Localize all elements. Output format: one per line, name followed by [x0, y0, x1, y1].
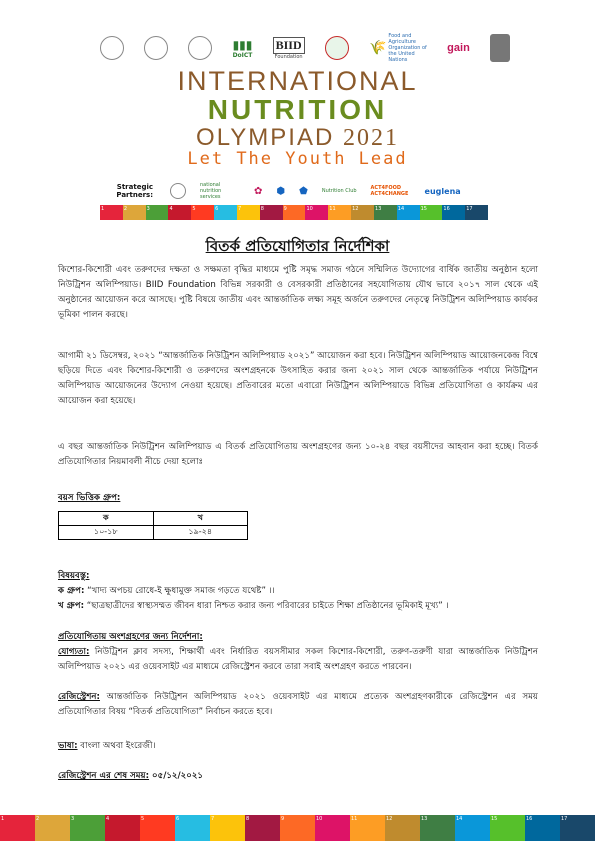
partners-label: Strategic Partners:: [116, 183, 153, 199]
partner-logo-icon: ✿: [254, 185, 263, 197]
title-international: INTERNATIONAL: [177, 66, 418, 96]
sdg-tile: 11: [350, 815, 385, 841]
partner-nutrition-club: Nutrition Club: [321, 188, 357, 194]
sdg-tile: 9: [283, 205, 306, 220]
age-group-table: [58, 511, 248, 540]
group-a-header: ক: [59, 512, 154, 526]
sdg-tile: 5: [191, 205, 214, 220]
group-b-age: ১৯-২৪: [153, 526, 248, 540]
gain-logo: gain: [447, 42, 470, 54]
age-group-heading: বয়স ভিত্তিক গ্রুপ:: [58, 493, 121, 503]
partner-logo-3-icon: ⬟: [299, 185, 308, 197]
group-b-header: খ: [153, 512, 248, 526]
paragraph-intro: কিশোর-কিশোরী এবং তরুণদের দক্ষতা ও সক্ষমতা বৃদ্ধির মাধ্যমে পুষ্টি সমৃদ্ধ সমাজ গঠনে সম্মিলিত উদ্যোগের বার্ষিক জাতীয় অনুষ্ঠান হলো নিউট্রিশন অলিম্পিয়াড। BIID Foundation বিভিন্ন সরকারী ও বেসরকারী প্রতিষ্ঠানের সহযোগিতায় যৌথ ভাবে ২০১৭ সাল থেকে এই অনুষ্ঠানের আয়োজন করে আসছে। পুষ্টি বিষয়ে জাতীয় এবং আন্তর্জাতিক লক্ষ্য সমূহ অর্জনে তরুণদের নেতৃত্বে নিউট্রিশন অলিম্পিয়াড কার্যকর ভূমিকা পালন করছে।: [58, 265, 538, 320]
eligibility-text: যোগ্যতা: নিউট্রিশন ক্লাব সদস্য, শিক্ষার্থী এবং নির্ধারিত বয়সসীমার সকল কিশোর-কিশোরী, তরুণ-তরুণী যারা আন্তর্জাতিক নিউট্রিশন অলিম্পিয়াড ২০২১ এর ওয়েবসাইট এর মাধ্যমে রেজিস্ট্রেশন করবে তারা সবাই অংশগ্রহণ করতে পারবেন।: [58, 647, 538, 672]
partner-act4food: ACT4FOOD ACT4CHANGE: [370, 185, 409, 197]
sdg-bar-top: [100, 205, 488, 220]
bangladesh-govt-logo: [325, 36, 349, 60]
partner-euglena: euglena: [424, 186, 461, 196]
deadline-text: রেজিস্ট্রেশন এর শেষ সময়: ০৫/১২/২০২১: [58, 771, 203, 781]
sdg-bar-bottom: [0, 815, 595, 841]
strategic-partners: [113, 178, 503, 204]
language-text: ভাষা: বাংলা অথবা ইংরেজী।: [58, 741, 156, 751]
title-nutrition: NUTRITION: [207, 94, 388, 125]
sdg-tile: 7: [237, 205, 260, 220]
sdg-tile: 2: [35, 815, 70, 841]
topic-group-b: খ গ্রুপ: “ছাত্রছাত্রীদের স্বাস্থ্যসম্মত জীবন ধারা নিশ্চত করার জন্য পরিবারের চাইতে শিক্ষা প্রতিষ্ঠানের ভূমিকাই মূখ্য” ।: [58, 601, 449, 611]
fao-logo: 🌾 Food and Agriculture Organization of the United Nations: [368, 33, 427, 63]
paragraph-event: আগামী ২১ ডিসেম্বর, ২০২১ “আন্তর্জাতিক নিউট্রিশন অলিম্পিয়াড ২০২১” আয়োজন করা হবে। নিউট্রিশন অলিম্পিয়াড আয়োজনকেন্দ্র বিশ্বে ছড়িয়ে দিতে এবং কিশোর-কিশোরী ও তরুণদের অংশগ্রহনকে উৎসাহিত করার জন্য ২০২১ সাল থেকে আন্তর্জাতিক পর্যায়ে নিউট্রিশন অলিম্পিয়াড আয়োজনের উদ্যোগ নেওয়া হয়েছে। প্রতিবারের মতো এবারো নিউট্রিশন অলিম্পিয়াডে বিভিন্ন প্রতিযোগিতা ও কার্যক্রম এর আয়োজন করা হয়েছে।: [58, 351, 538, 406]
logo-strip: [100, 33, 510, 63]
sdg-tile: 10: [305, 205, 328, 220]
partner-seal-icon: [170, 183, 186, 199]
partner-logo-2-icon: ⬢: [276, 185, 286, 197]
sdg-tile: 3: [70, 815, 105, 841]
sdg-tile: 13: [374, 205, 397, 220]
logo-seal-2: [188, 36, 212, 60]
sdg-tile: 8: [260, 205, 283, 220]
sdg-tile: 14: [455, 815, 490, 841]
sdg-tile: 1: [0, 815, 35, 841]
sdg-tile: 17: [465, 205, 488, 220]
sdg-tile: 1: [100, 205, 123, 220]
logo-seal: [144, 36, 168, 60]
guidelines-heading: প্রতিযোগিতায় অংশগ্রহণের জন্য নির্দেশনা:: [58, 632, 203, 642]
sdg-tile: 3: [146, 205, 169, 220]
group-a-age: ১০-১৮: [59, 526, 154, 540]
tagline: Let The Youth Lead: [187, 149, 408, 169]
sdg-tile: 10: [315, 815, 350, 841]
logo-emblem: [100, 36, 124, 60]
title-olympiad: OLYMPIAD 2021: [196, 124, 399, 151]
topic-group-a: ক গ্রুপ: “খাদ্য অপচয় রোধে-ই ক্ষুধামুক্ত সমাজ গড়তে যথেষ্ট” ।।: [58, 586, 275, 596]
sdg-tile: 9: [280, 815, 315, 841]
sdg-tile: 4: [168, 205, 191, 220]
paragraph-call: এ বছর আন্তর্জাতিক নিউট্রিশন অলিম্পিয়াড এ বিতর্ক প্রতিযোগিতায় অংশগ্রহণের জন্য ১০-২৪ বছর বয়সীদের আহবান করা হচ্ছে। বিতর্ক প্রতিযোগিতার নিয়মাবলী নীচে দেয়া হলোঃ: [58, 442, 538, 467]
sdg-tile: 15: [420, 205, 443, 220]
sdg-tile: 16: [442, 205, 465, 220]
dolct-logo: ▮▮▮ DoICT: [232, 37, 253, 59]
document-title: বিতর্ক প্রতিযোগিতার নির্দেশিকা: [205, 237, 390, 255]
sdg-tile: 12: [351, 205, 374, 220]
person-photo: [490, 34, 510, 62]
sdg-tile: 4: [105, 815, 140, 841]
sdg-tile: 16: [525, 815, 560, 841]
sdg-tile: 11: [328, 205, 351, 220]
sdg-tile: 6: [214, 205, 237, 220]
sdg-tile: 15: [490, 815, 525, 841]
sdg-tile: 13: [420, 815, 455, 841]
sdg-tile: 6: [175, 815, 210, 841]
sdg-tile: 5: [140, 815, 175, 841]
biid-logo: BIID Foundation: [273, 37, 305, 60]
sdg-tile: 14: [397, 205, 420, 220]
sdg-tile: 2: [123, 205, 146, 220]
sdg-tile: 12: [385, 815, 420, 841]
registration-text: রেজিস্ট্রেশন: আন্তর্জাতিক নিউট্রিশন অলিম্পিয়াড ২০২১ ওয়েবসাইট এর মাধ্যমে প্রত্যেক অংশগ্রহণকারীকে রেজিস্ট্রেশন এর সময় প্রতিযোগিতার বিষয় “বিতর্ক প্রতিযোগিতা” নির্বাচন করতে হবে।: [58, 692, 538, 717]
topic-heading: বিষয়বস্তু:: [58, 571, 90, 581]
sdg-tile: 7: [210, 815, 245, 841]
sdg-tile: 17: [560, 815, 595, 841]
partner-nns: national nutrition services: [200, 182, 222, 200]
sdg-tile: 8: [245, 815, 280, 841]
